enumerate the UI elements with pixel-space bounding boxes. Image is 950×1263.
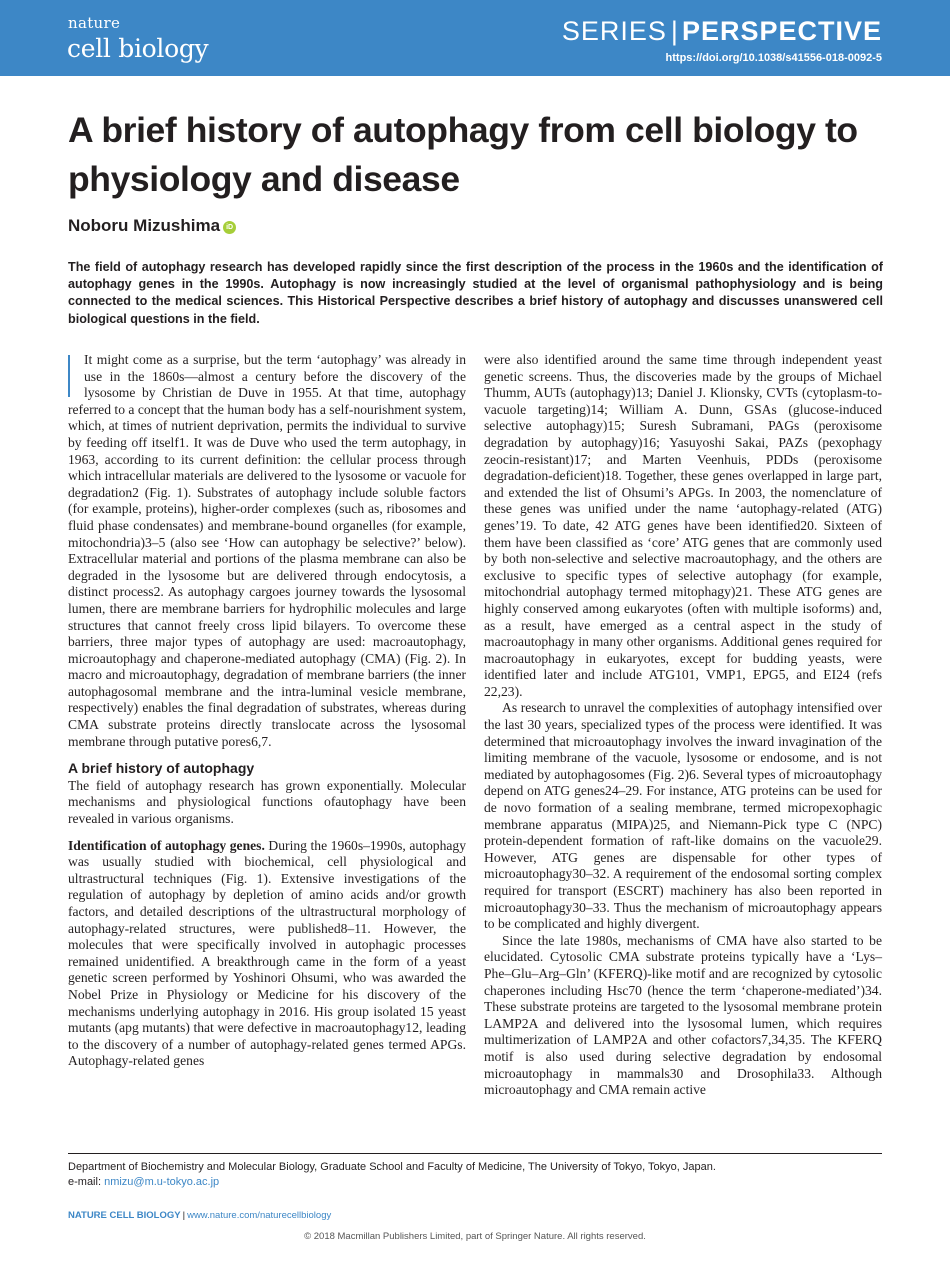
intro-paragraph — [68, 352, 466, 750]
body-paragraph: The field of autophagy research has grown exponentially. Molecular mechanisms and physiological functions ofautophagy have been revealed in various organisms. — [68, 777, 466, 827]
section-heading: A brief history of autophagy — [68, 760, 255, 777]
email-link[interactable]: nmizu@m.u-tokyo.ac.jp — [104, 1176, 220, 1188]
author-name-text: Noboru Mizushima — [68, 216, 221, 235]
affiliation — [68, 1160, 882, 1190]
series-type: PERSPECTIVE — [681, 16, 882, 46]
doi-link[interactable]: https://doi.org/10.1038/s41556-018-0092-5 — [665, 52, 882, 64]
intro-paragraph-text: It might come as a surprise, but the term ‘autophagy’ was already in use in the 1860s—almost a century before the discovery of the lysosome by Christian de Duve in 1955. At that time, autophagy referred to a concept that the human body has a self-nourishment system, which, at times of nutrient deprivation, permits the individual to survive by feeding off itself1. It was de Duve who used the term autophagy, in 1963, according to its current definition: the cellular process through which intracellular materials are delivered to the lysosome or vacuole for degradation2 (Fig. 1). Substrates of autophagy include soluble factors (for example, proteins), higher-order complexes (such as, ribosomes and fluid phase condensates) and membrane-bound organelles (for example, mitochondria)3–5 (also see ‘How can autophagy be selective?’ below). Extracellular material and portions of the plasma membrane can also be degraded in the lysosome but are delivered through endocytosis, a distinct process2. As autophagy cargoes journey towards the lysosomal lumen, there are membrane barriers for hydrophilic molecules and large structures that cannot freely cross lipid bilayers. To overcome these barriers, three major types of autophagy are used: macroautophagy, microautophagy and chaperone-mediated autophagy (CMA) (Fig. 2). In macro and microautophagy, degradation of membrane barriers (the inner autophagosomal membrane and the intra-luminal vesicle membrane, respectively) enables the final degradation of substrates, whereas during CMA substrate proteins directly translocate across the lysosomal membrane through putative pores6,7. — [68, 352, 466, 749]
journal-name: NATURE CELL BIOLOGY — [68, 1210, 181, 1221]
header-banner — [0, 0, 950, 76]
affiliation-text: Department of Biochemistry and Molecular Biology, Graduate School and Faculty of Medicine, The University of Tokyo, Tokyo, Japan. — [68, 1161, 716, 1173]
series-word: SERIES — [561, 16, 667, 46]
series-separator: | — [670, 16, 678, 46]
journal-url-link[interactable]: www.nature.com/naturecellbiology — [187, 1210, 332, 1221]
footer-separator: | — [182, 1210, 186, 1221]
body-paragraph: Since the late 1980s, mechanisms of CMA have also started to be elucidated. Cytosolic CMA substrate proteins typically have a ‘Lys–Phe–Glu–Arg–Gln’ (KFERQ)-like motif and are recognized by cytosolic chaperones including Hsc70 (hence the term ‘chaperone-mediated’)34. These substrate proteins are targeted to the lysosomal membrane protein LAMP2A and delivered into the lysosomal lumen, which requires multimerization of LAMP2A and other cofactors7,34,35. The KFERQ motif is also used during selective degradation by endosomal microautophagy in mammals30 and Drosophila33. Although microautophagy and CMA remain active — [484, 932, 882, 1098]
body-column-right — [484, 352, 882, 1099]
journal-logo-nature: nature — [68, 14, 121, 32]
body-paragraph: were also identified around the same time through independent yeast genetic screens. Thus, the discoveries made by the groups of Michael Thumm, AUTs (autophagy)13; Daniel J. Klionsky, CVTs (cytoplasm-to-vacuole targeting)14; William A. Dunn, GSAs (glucose-induced selective autophagy)15; Suresh Subramani, PAGs (peroxisome degradation by autophagy)16; Yasuyoshi Sakai, PAZs (pexophagy zeocin-resistant)17; and Marten Veenhuis, PDDs (peroxisome degradation-deficient)18. Together, these genes overlapped in large part, and extended the list of Ohsumi’s APGs. In 2003, the nomenclature of these genes was unified under the name ‘autophagy-related (ATG) genes’19. To date, 42 ATG genes have been identified20. Sixteen of them have been classified as ‘core’ ATG genes that are commonly used by both non-selective and selective macroautophagy, and the others are exclusive to specific types of selective autophagy (for example, mitochondrial autophagy termed mitophagy)21. These ATG genes are highly conserved among eukaryotes (often with multiple isoforms) and, as a result, have emerged as a central aspect in the study of macroautophagy in many other organisms. Additional genes required for macroautophagy in eukaryotes, except for budding yeasts, were identified later and include ATG101, VMP1, EPG5, and EI24 (refs 22,23). — [484, 352, 882, 699]
article-title: A brief history of autophagy from cell biology to physiology and disease — [68, 110, 858, 199]
series-label — [562, 15, 882, 47]
email-label: e-mail: — [68, 1176, 102, 1188]
subsection-paragraph — [68, 838, 466, 1070]
author-name — [68, 216, 236, 236]
orcid-icon[interactable]: iD — [223, 221, 236, 234]
subsection-heading: Identification of autophagy genes. — [68, 837, 265, 853]
abstract: The field of autophagy research has developed rapidly since the first description of the process in the 1960s and the identification of autophagy genes in the 1990s. Autophagy is now increasingly studied at the level of organismal pathophysiology and is being connected to the medical sciences. This Historical Perspective describes a brief history of autophagy and discusses unanswered cell biological questions in the field. — [68, 260, 883, 326]
journal-logo-cell-biology: cell biology — [67, 34, 209, 63]
dropcap-bar — [68, 355, 80, 397]
email-line — [68, 1175, 882, 1190]
subsection-paragraph-text: During the 1960s–1990s, autophagy was usually studied with biochemical, cell physiological and ultrastructural techniques (Fig. 1). Extensive investigations of the regulation of autophagy by depletion of amino acids and/or growth factors, and detailed descriptions of the ultrastructural morphology of autophagy-related structures, were published8–11. However, the molecules that were specifically involved in autophagic processes remained unidentified. A breakthrough came in the form of a yeast genetic screen performed by Yoshinori Ohsumi, who was awarded the Nobel Prize in Physiology or Medicine for his discovery of the mechanisms underlying autophagy in 2016. His group isolated 15 yeast mutants (apg mutants) that were defective in macroautophagy12, leading to the discovery of a number of autophagy-related genes termed APGs. Autophagy-related genes — [68, 837, 466, 1069]
journal-footer — [68, 1210, 331, 1221]
copyright: © 2018 Macmillan Publishers Limited, part of Springer Nature. All rights reserved. — [304, 1231, 646, 1242]
footer-rule — [68, 1153, 882, 1154]
body-column-left — [68, 352, 466, 1070]
body-paragraph: As research to unravel the complexities of autophagy intensified over the last 30 years, specialized types of the process were identified. It was determined that microautophagy involves the inward invagination of the limiting membrane of the vacuole, lysosome or endosome, and is not mediated by autophagosomes (Fig. 2)6. Several types of microautophagy depend on ATG genes24–29. For instance, ATG proteins can be used for de novo formation of a sealing membrane, termed micropexophagic membrane apparatus (MIPA)25, and Niemann-Pick type C (NPC) protein-dependent formation of raft-like domains on the vacuole29. However, ATG genes are dispensable for other types of microautophagy30–32. A requirement of the endosomal sorting complex required for transport (ESCRT) machinery has also been reported in microautophagy30–33. Thus the mechanism of microautophagy appears to be complicated and highly divergent. — [484, 700, 882, 932]
